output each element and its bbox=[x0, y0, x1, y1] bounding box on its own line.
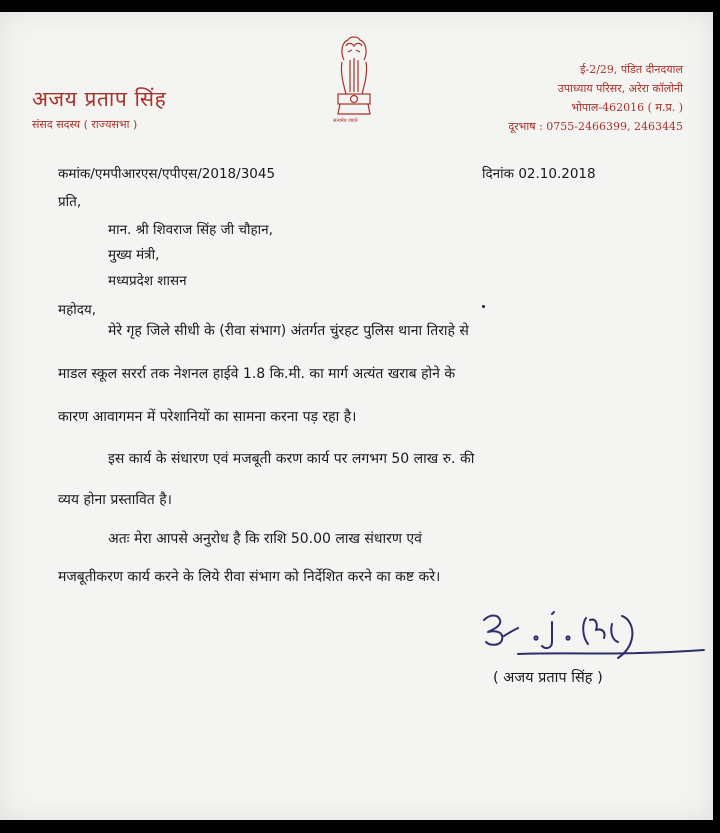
address-line: भोपाल-462016 ( म.प्र. ) bbox=[571, 101, 683, 114]
address-phone: दूरभाष : 0755-2466399, 2463445 bbox=[508, 120, 683, 133]
body-line: मेरे गृह जिले सीधी के (रीवा संभाग) अंतर्गत चुंरहट पुलिस थाना तिराहे से bbox=[108, 323, 469, 339]
sender-name: अजय प्रताप सिंह bbox=[32, 87, 167, 111]
prati-label: प्रति, bbox=[58, 194, 82, 210]
recipient-name: मान. श्री शिवराज सिंह जी चौहान, bbox=[108, 222, 273, 238]
body-line: माडल स्कूल सरर्रा तक नेशनल हाईवे 1.8 कि.मी. का मार्ग अत्यंत खराब होने के bbox=[58, 366, 456, 382]
handwritten-signature bbox=[478, 592, 708, 667]
recipient-office: मध्यप्रदेश शासन bbox=[108, 273, 187, 289]
reference-number: कमांक/एमपीआरएस/एपीएस/2018/3045 bbox=[58, 166, 276, 182]
address-line: ई-2/29, पंडित दीनदयाल bbox=[580, 63, 683, 76]
salutation: महोदय, bbox=[58, 302, 97, 318]
sender-designation: संसद सदस्य ( राज्यसभा ) bbox=[32, 118, 138, 131]
body-line: मजबूतीकरण कार्य करने के लिये रीवा संभाग को निर्देशित करने का कष्ट करे। bbox=[58, 569, 441, 585]
national-emblem-icon bbox=[330, 34, 378, 126]
body-line: इस कार्य के संधारण एवं मजबूती करण कार्य पर लगभग 50 लाख रु. की bbox=[108, 451, 475, 467]
emblem-caption: सत्यमेव जयते bbox=[333, 118, 358, 124]
letter-page bbox=[0, 12, 713, 820]
ink-dot bbox=[482, 305, 485, 308]
letter-date: दिनांक 02.10.2018 bbox=[482, 166, 596, 182]
body-line: व्यय होना प्रस्तावित है। bbox=[58, 492, 172, 508]
body-line: अतः मेरा आपसे अनुरोध है कि राशि 50.00 लाख संधारण एवं bbox=[108, 531, 422, 547]
recipient-post: मुख्य मंत्री, bbox=[108, 247, 160, 263]
address-line: उपाध्याय परिसर, अरेरा कॉलोनी bbox=[557, 82, 683, 95]
signatory-name: ( अजय प्रताप सिंह ) bbox=[493, 670, 603, 686]
sender-address bbox=[508, 60, 683, 136]
body-line: कारण आवागमन में परेशानियों का सामना करना पड़ रहा है। bbox=[58, 409, 357, 425]
